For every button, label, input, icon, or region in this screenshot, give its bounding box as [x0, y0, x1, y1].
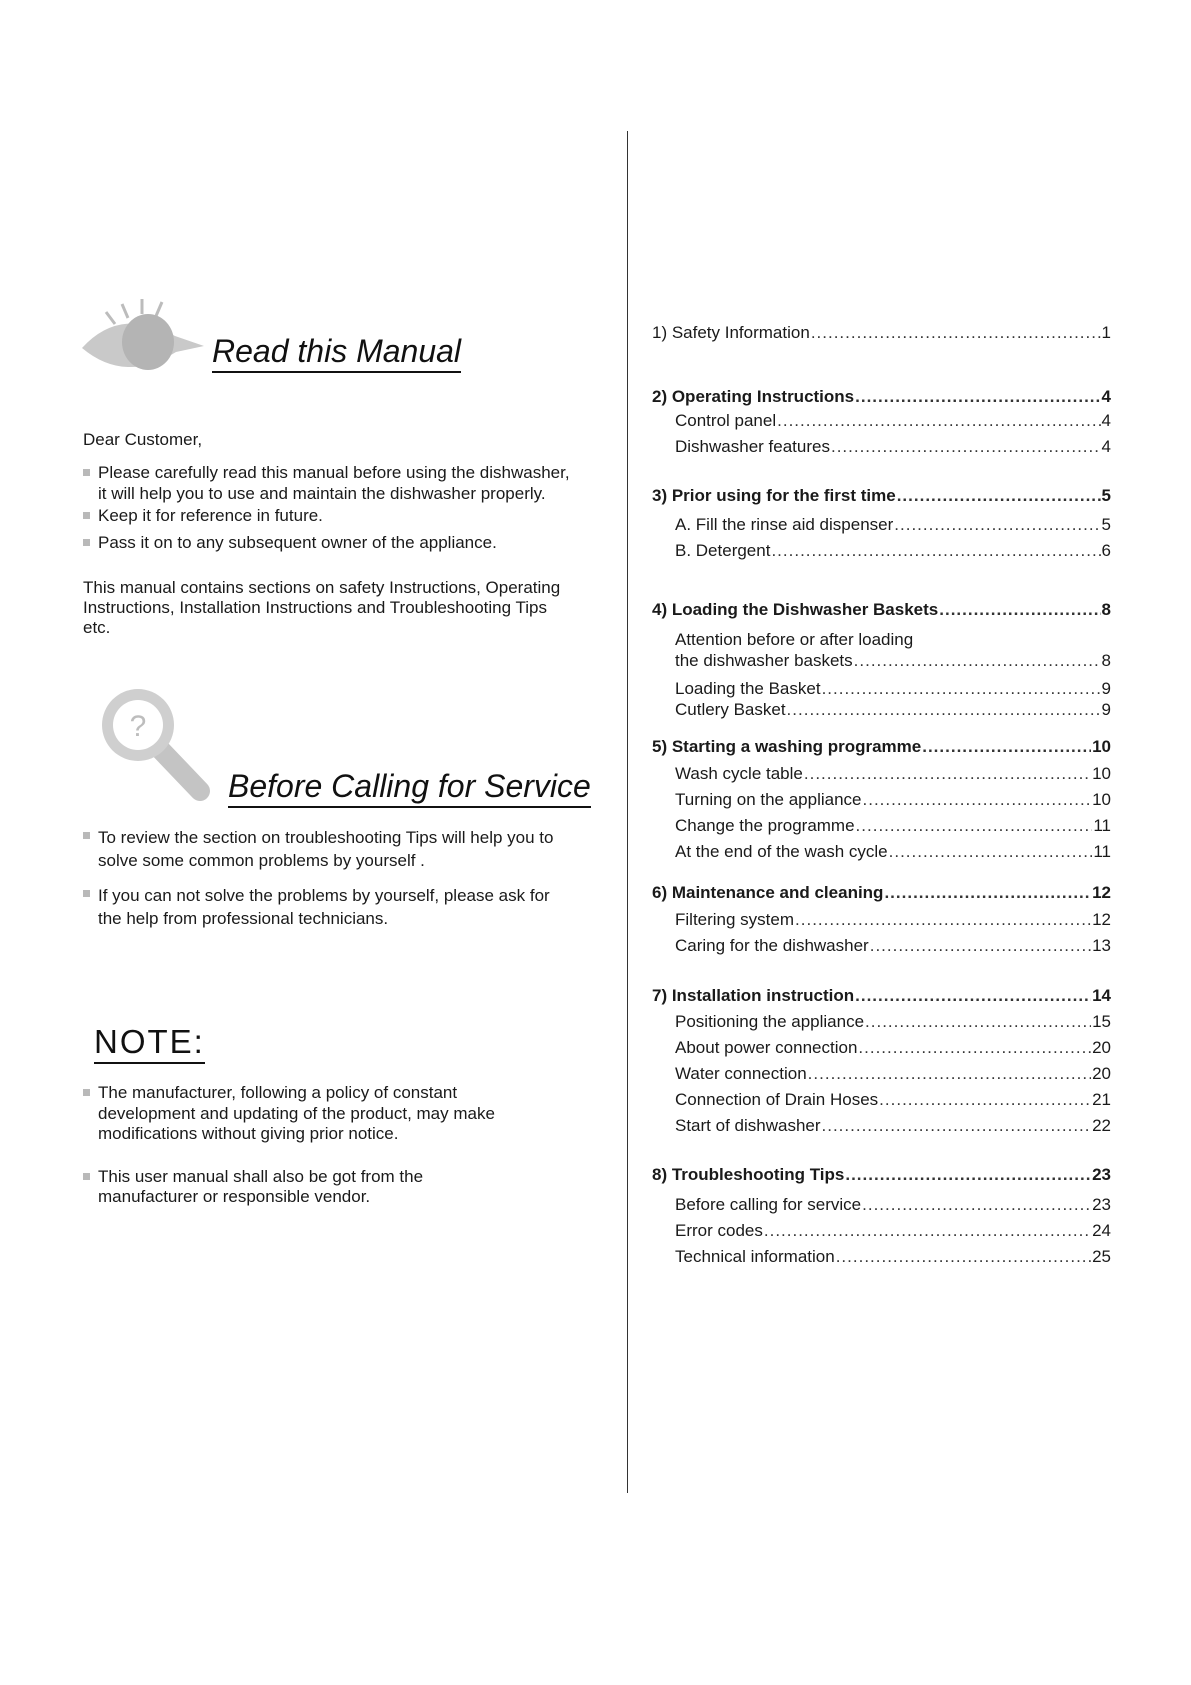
toc-entry-installation[interactable]: 7) Installation instruction ..... 14: [652, 985, 1111, 1007]
toc-entry-troubleshooting[interactable]: 8) Troubleshooting Tips ..... 23: [652, 1164, 1111, 1186]
toc-entry-positioning[interactable]: Positioning the appliance ..... 15: [675, 1011, 1111, 1033]
toc-entry-filtering[interactable]: Filtering system ..... 12: [675, 909, 1111, 931]
toc-entry-end-cycle[interactable]: At the end of the wash cycle ..... 11: [675, 841, 1111, 863]
toc-entry-attention-line: Attention before or after loading: [675, 630, 914, 649]
toc-entry-cutlery[interactable]: Cutlery Basket ..... 9: [675, 699, 1111, 721]
bullet-square-icon: [83, 1173, 90, 1180]
list-item: Pass it on to any subsequent owner of the appliance.: [83, 533, 573, 554]
read-manual-heading: Read this Manual: [212, 334, 461, 373]
toc-entry-caring[interactable]: Caring for the dishwasher ..... 13: [675, 935, 1111, 957]
note-bullets: [83, 1083, 553, 1214]
list-item: If you can not solve the problems by yourself, please ask for the help from professional technicians.: [83, 884, 573, 930]
toc-entry-wash-table[interactable]: Wash cycle table ..... 10: [675, 763, 1111, 785]
manual-summary: This manual contains sections on safety Instructions, Operating Instructions, Installation Instructions and Troubleshooting Tips etc.: [83, 578, 561, 637]
column-divider: [627, 131, 628, 1493]
toc-entry-detergent[interactable]: B. Detergent ..... 6: [675, 540, 1111, 562]
bullet-square-icon: [83, 1089, 90, 1096]
toc-entry-change-programme[interactable]: Change the programme ..... 11: [675, 815, 1111, 837]
list-item: The manufacturer, following a policy of constant development and updating of the product, may make modifications without giving prior notice.: [83, 1083, 553, 1145]
bullet-square-icon: [83, 539, 90, 546]
list-item: Please carefully read this manual before using the dishwasher, it will help you to use and maintain the dishwasher properly.: [83, 463, 573, 504]
bullet-square-icon: [83, 832, 90, 839]
toc-entry-starting[interactable]: 5) Starting a washing programme ..... 10: [652, 736, 1111, 758]
toc-entry-loading-baskets[interactable]: 4) Loading the Dishwasher Baskets ..... 8: [652, 599, 1111, 621]
toc-entry-control-panel[interactable]: Control panel ..... 4: [675, 410, 1111, 432]
greeting: Dear Customer,: [83, 430, 203, 449]
toc-entry-attention[interactable]: the dishwasher baskets ..... 8: [675, 650, 1111, 672]
toc-entry-features[interactable]: Dishwasher features ..... 4: [675, 436, 1111, 458]
bullet-square-icon: [83, 512, 90, 519]
toc-entry-water[interactable]: Water connection ..... 20: [675, 1063, 1111, 1085]
toc-entry-operating[interactable]: 2) Operating Instructions ..... 4: [652, 386, 1111, 408]
toc-entry-safety[interactable]: 1) Safety Information ..... 1: [652, 322, 1111, 344]
eye-icon: [80, 296, 206, 376]
svg-text:?: ?: [129, 710, 147, 743]
toc-entry-maintenance[interactable]: 6) Maintenance and cleaning ..... 12: [652, 882, 1111, 904]
toc-entry-before-calling[interactable]: Before calling for service ..... 23: [675, 1194, 1111, 1216]
toc-entry-loading-basket[interactable]: Loading the Basket ..... 9: [675, 678, 1111, 700]
toc-entry-rinse-aid[interactable]: A. Fill the rinse aid dispenser ..... 5: [675, 514, 1111, 536]
read-manual-bullets: [83, 463, 573, 559]
list-item: This user manual shall also be got from the manufacturer or responsible vendor.: [83, 1167, 478, 1208]
bullet-square-icon: [83, 890, 90, 897]
toc-entry-technical[interactable]: Technical information ..... 25: [675, 1246, 1111, 1268]
note-heading: NOTE:: [94, 1024, 205, 1064]
service-bullets: [83, 826, 573, 936]
list-item: To review the section on troubleshooting Tips will help you to solve some common problems by yourself .: [83, 826, 573, 872]
toc-entry-turning-on[interactable]: Turning on the appliance ..... 10: [675, 789, 1111, 811]
magnifier-question-icon: [98, 685, 216, 803]
toc-entry-first-time[interactable]: 3) Prior using for the first time ..... 5: [652, 485, 1111, 507]
service-heading: Before Calling for Service: [228, 769, 591, 808]
toc-entry-error-codes[interactable]: Error codes ..... 24: [675, 1220, 1111, 1242]
list-item: Keep it for reference in future.: [83, 506, 573, 527]
toc-entry-start[interactable]: Start of dishwasher ..... 22: [675, 1115, 1111, 1137]
toc-entry-drain[interactable]: Connection of Drain Hoses ..... 21: [675, 1089, 1111, 1111]
toc-entry-power[interactable]: About power connection ..... 20: [675, 1037, 1111, 1059]
bullet-square-icon: [83, 469, 90, 476]
